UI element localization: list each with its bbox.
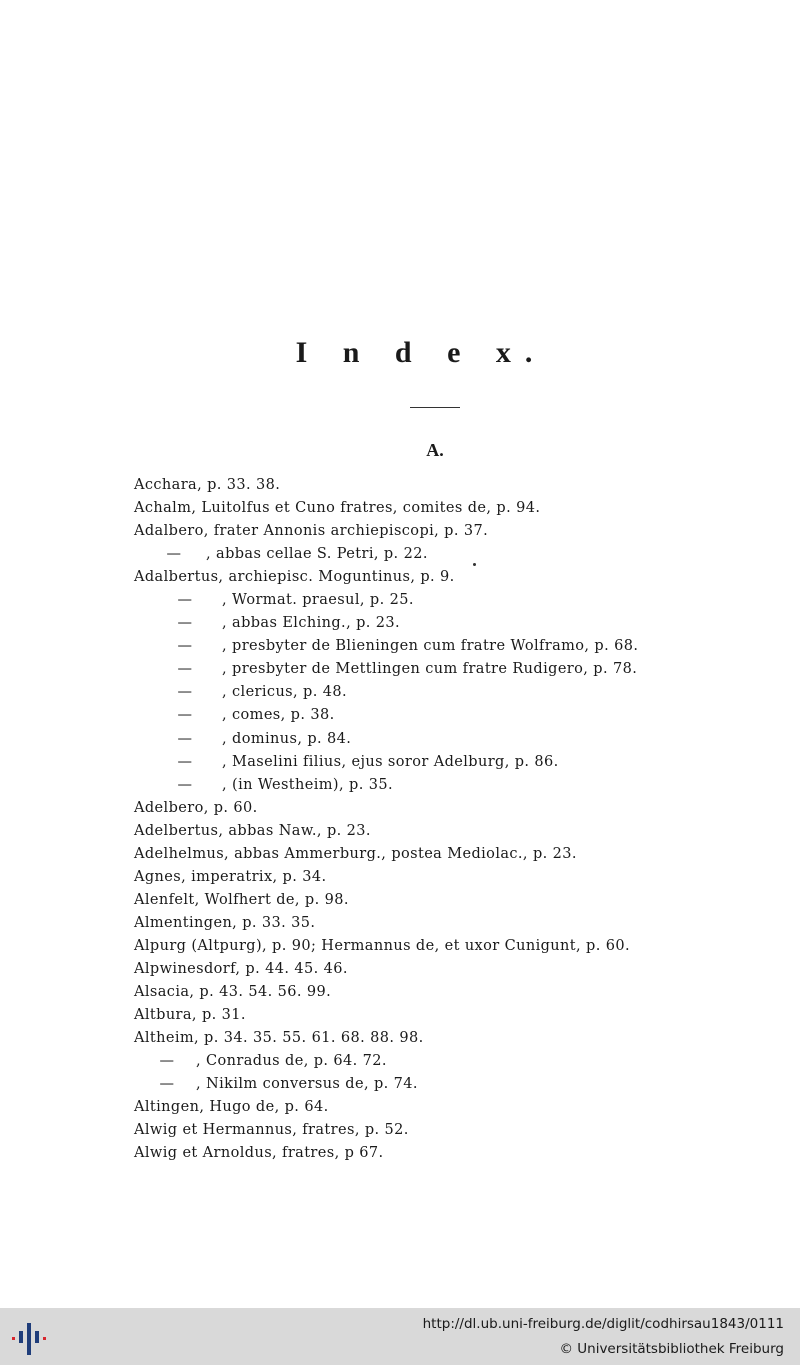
entry-text: Alpwinesdorf, p. 44. 45. 46. bbox=[134, 960, 348, 977]
index-entry bbox=[134, 474, 754, 497]
entry-text: Adelbertus, abbas Naw., p. 23. bbox=[134, 822, 371, 839]
entry-text: Adelbero, p. 60. bbox=[134, 799, 258, 816]
entry-text: Adalbero, frater Annonis archiepiscopi, p. 37. bbox=[134, 523, 489, 540]
index-entry bbox=[134, 912, 754, 935]
entry-text: , comes, p. 38. bbox=[222, 707, 335, 724]
index-entry bbox=[134, 820, 754, 843]
index-entry bbox=[134, 543, 754, 566]
entry-text: , clericus, p. 48. bbox=[222, 684, 348, 701]
entry-text: , Maselini filius, ejus soror Adelburg, p. 86. bbox=[222, 753, 559, 770]
entry-text: , dominus, p. 84. bbox=[222, 730, 352, 747]
entry-text: Adalbertus, archiepisc. Moguntinus, p. 9. bbox=[134, 569, 455, 586]
entry-text: , Nikilm conversus de, p. 74. bbox=[196, 1076, 418, 1093]
entry-text: Adelhelmus, abbas Ammerburg., postea Mediolac., p. 23. bbox=[134, 845, 577, 862]
index-entry bbox=[134, 751, 754, 774]
copyright-text: © Universitätsbibliothek Freiburg bbox=[559, 1341, 784, 1357]
entry-text: Achalm, Luitolfus et Cuno fratres, comites de, p. 94. bbox=[134, 500, 541, 517]
ditto-dash: — bbox=[177, 592, 193, 609]
ditto-dash: — bbox=[177, 661, 193, 678]
index-entries bbox=[134, 474, 754, 1165]
index-entry bbox=[134, 935, 754, 958]
ditto-dash: — bbox=[177, 730, 193, 747]
index-entry bbox=[134, 1004, 754, 1027]
ditto-dash: — bbox=[177, 753, 193, 770]
ditto-dash: — bbox=[159, 1076, 175, 1093]
page-title: I n d e x. bbox=[295, 336, 547, 369]
index-entry bbox=[134, 1073, 754, 1096]
index-entry bbox=[134, 1027, 754, 1050]
permalink-url[interactable]: http://dl.ub.uni-freiburg.de/diglit/codhirsau1843/0111 bbox=[422, 1316, 784, 1332]
title-rule bbox=[410, 407, 460, 408]
index-entry bbox=[134, 774, 754, 797]
index-entry bbox=[134, 681, 754, 704]
index-entry bbox=[134, 520, 754, 543]
entry-text: , abbas Elching., p. 23. bbox=[222, 615, 401, 632]
index-entry bbox=[134, 1119, 754, 1142]
ditto-dash: — bbox=[177, 776, 193, 793]
index-entry bbox=[134, 728, 754, 751]
index-entry bbox=[134, 1142, 754, 1165]
entry-text: Alwig et Arnoldus, fratres, p 67. bbox=[134, 1145, 384, 1162]
index-entry bbox=[134, 658, 754, 681]
index-entry bbox=[134, 1050, 754, 1073]
ub-freiburg-logo-icon[interactable] bbox=[10, 1317, 50, 1357]
index-entry bbox=[134, 635, 754, 658]
entry-text: Acchara, p. 33. 38. bbox=[134, 477, 281, 493]
index-entry bbox=[134, 704, 754, 727]
index-entry bbox=[134, 797, 754, 820]
index-entry bbox=[134, 866, 754, 889]
index-entry bbox=[134, 1096, 754, 1119]
ditto-dash: — bbox=[159, 1053, 175, 1070]
entry-text: Agnes, imperatrix, p. 34. bbox=[134, 868, 327, 885]
index-entry bbox=[134, 889, 754, 912]
ditto-dash: — bbox=[177, 615, 193, 632]
index-entry bbox=[134, 843, 754, 866]
entry-text: Alsacia, p. 43. 54. 56. 99. bbox=[134, 984, 332, 1001]
index-entry bbox=[134, 566, 754, 589]
index-entry bbox=[134, 497, 754, 520]
entry-text: , abbas cellae S. Petri, p. 22. bbox=[206, 546, 428, 563]
entry-text: Almentingen, p. 33. 35. bbox=[134, 914, 316, 931]
entry-text: , Conradus de, p. 64. 72. bbox=[196, 1053, 387, 1070]
entry-text: , presbyter de Mettlingen cum fratre Rudigero, p. 78. bbox=[222, 661, 638, 678]
entry-text: , (in Westheim), p. 35. bbox=[222, 776, 393, 793]
index-entry bbox=[134, 981, 754, 1004]
entry-text: Altbura, p. 31. bbox=[134, 1007, 246, 1024]
entry-text: , Wormat. praesul, p. 25. bbox=[222, 592, 414, 609]
entry-text: Altingen, Hugo de, p. 64. bbox=[134, 1099, 329, 1116]
section-heading: A. bbox=[426, 440, 444, 460]
index-entry bbox=[134, 589, 754, 612]
entry-text: , presbyter de Blieningen cum fratre Wolframo, p. 68. bbox=[222, 638, 639, 655]
entry-text: Alenfelt, Wolfhert de, p. 98. bbox=[134, 891, 349, 908]
index-entry bbox=[134, 958, 754, 981]
entry-text: Alwig et Hermannus, fratres, p. 52. bbox=[134, 1122, 409, 1139]
index-entry bbox=[134, 612, 754, 635]
entry-text: Altheim, p. 34. 35. 55. 61. 68. 88. 98. bbox=[134, 1030, 424, 1047]
ditto-dash: — bbox=[166, 546, 182, 563]
ditto-dash: — bbox=[177, 707, 193, 724]
entry-text: Alpurg (Altpurg), p. 90; Hermannus de, et uxor Cunigunt, p. 60. bbox=[134, 937, 630, 954]
ditto-dash: — bbox=[177, 684, 193, 701]
ditto-dash: — bbox=[177, 638, 193, 655]
footer-bar bbox=[0, 1308, 800, 1365]
